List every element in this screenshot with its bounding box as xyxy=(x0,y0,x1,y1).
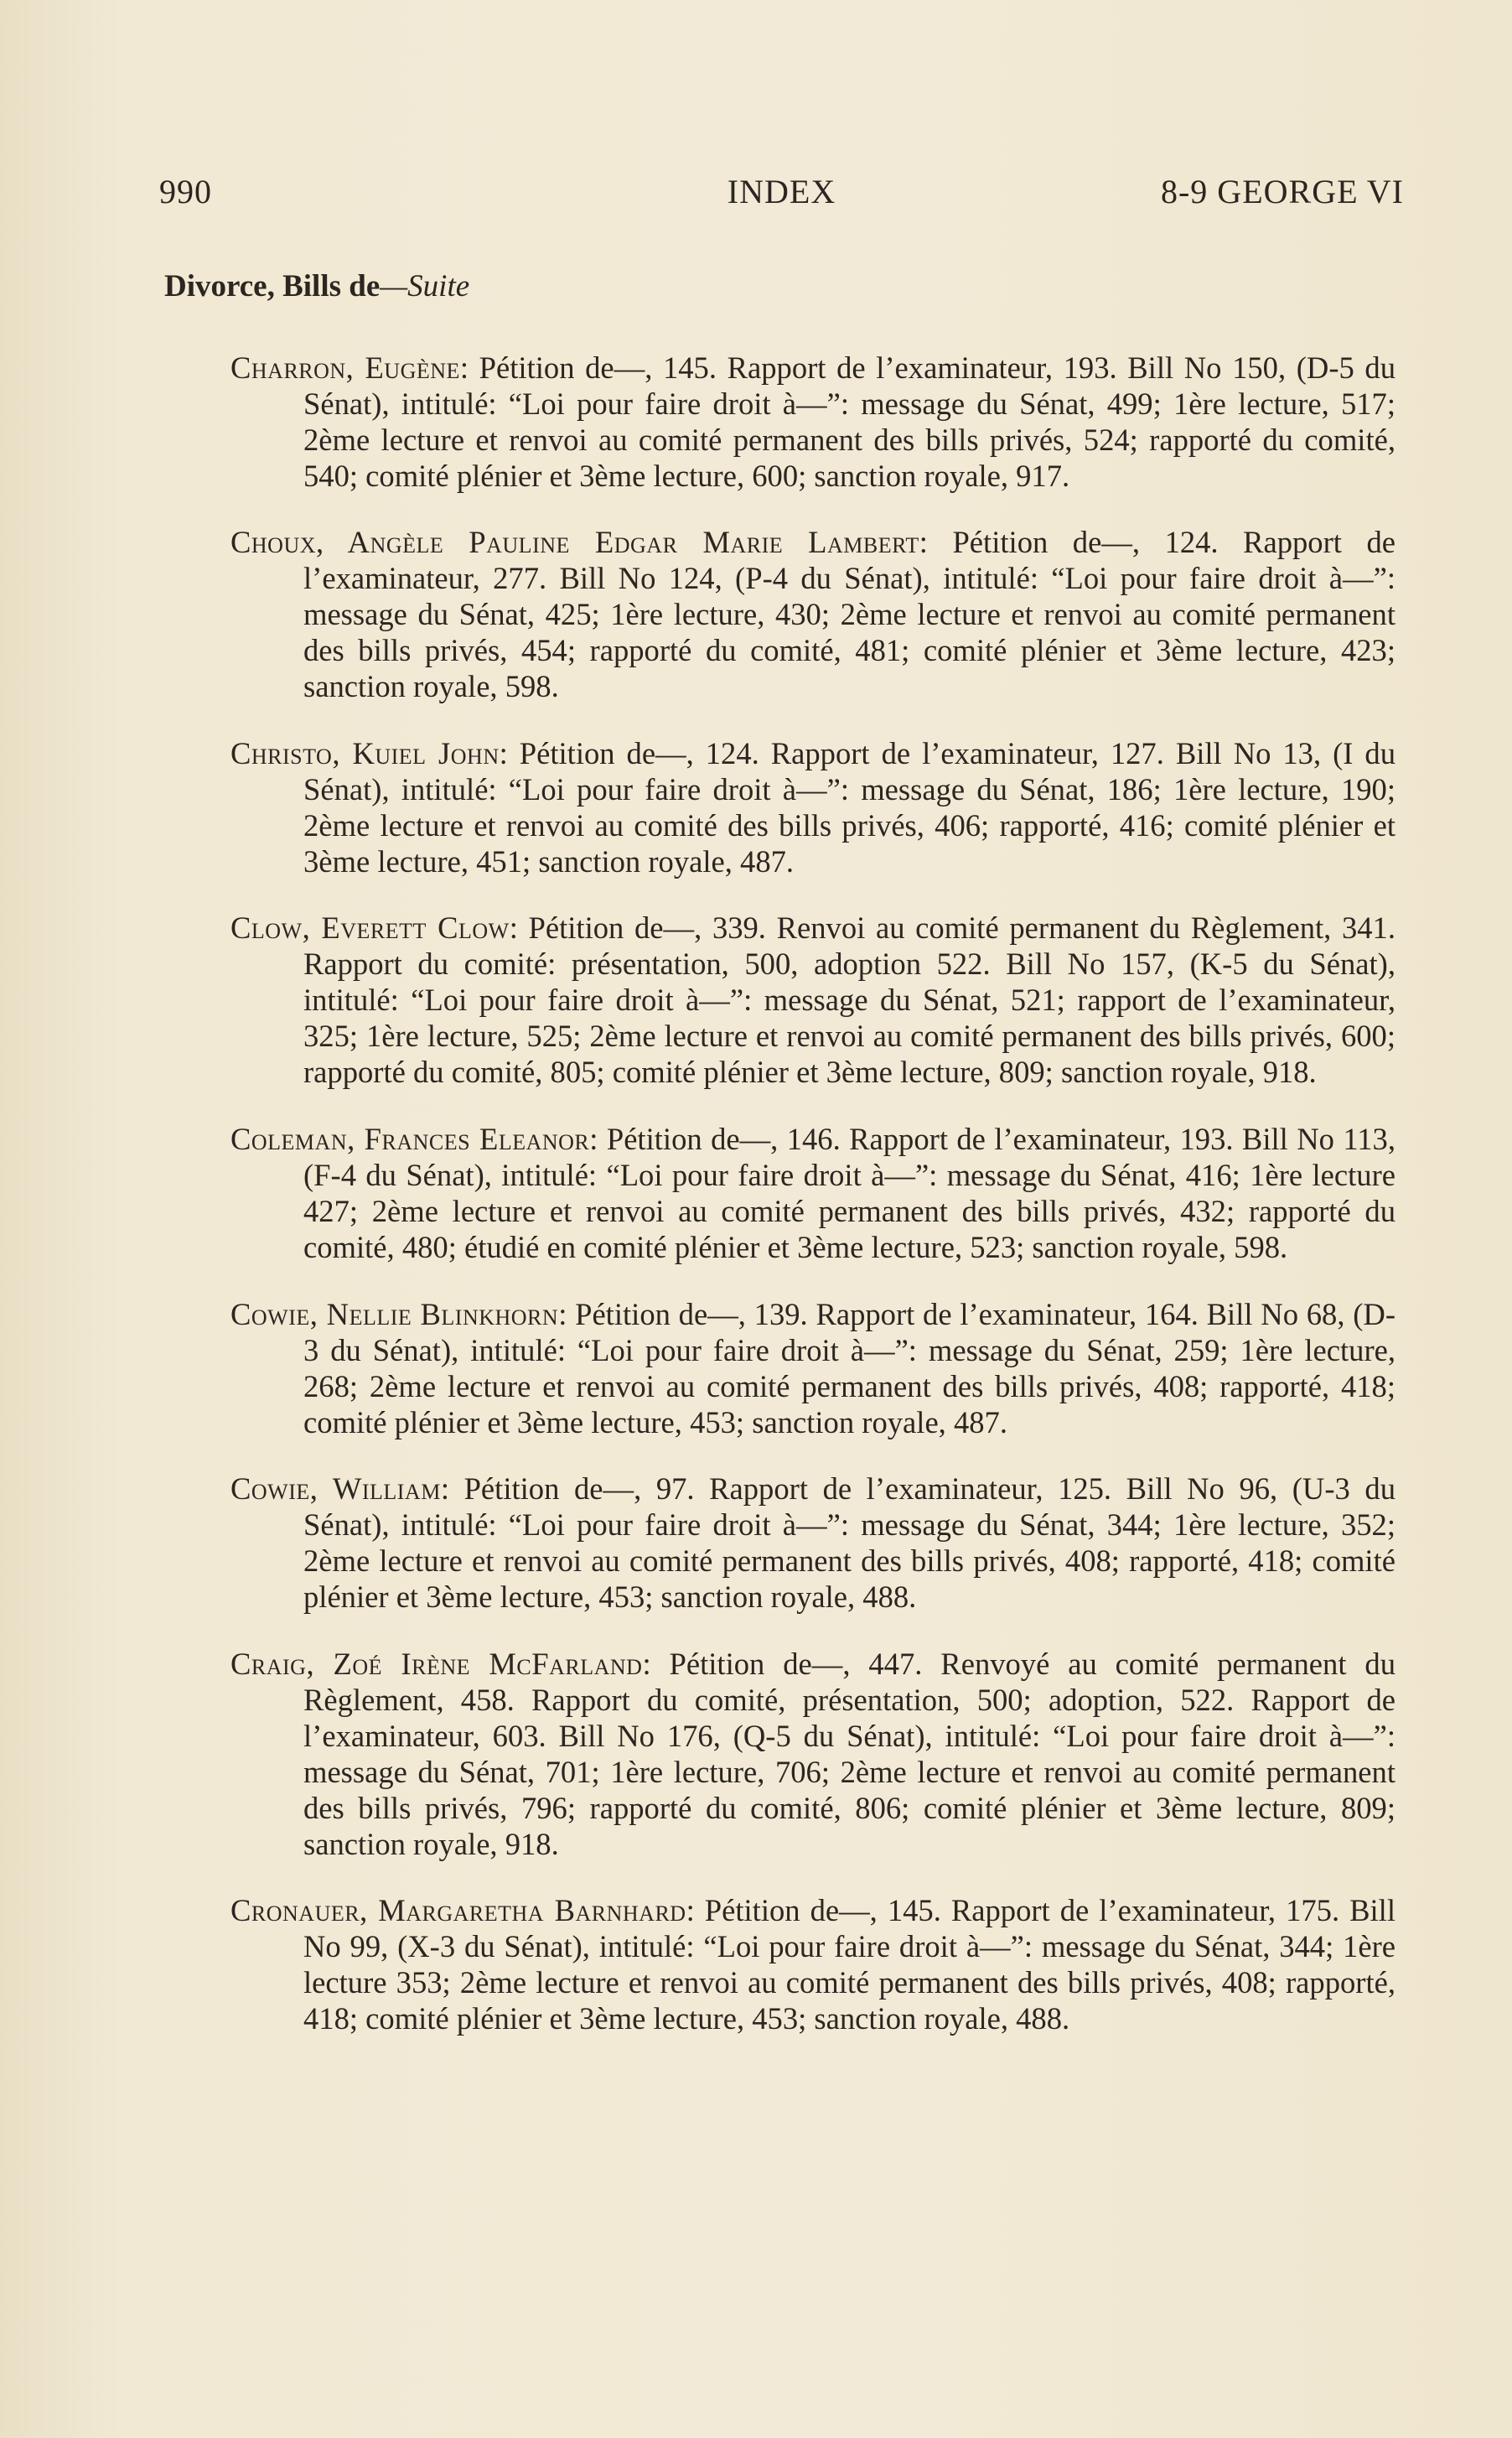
running-head-title: INDEX xyxy=(727,173,836,210)
entry-text: : Pétition de—, 339. Renvoi au comité permanent du Règlement, 341. Rapport du comité: présentation, 500, adoption 522. Bill No 157, (K-5 du Sénat), intitulé: “Loi pour faire droit à—”: message du Sénat, 521; rapport de l’examinateur, 325; 1ère lecture, 525; 2ème lecture et renvoi au comité permanent des bills privés, 600; rapporté du comité, 805; comité plénier et 3ème lecture, 809; sanction royale, 918. xyxy=(303,910,1395,1090)
index-entries xyxy=(230,319,1395,2057)
index-entry xyxy=(230,1296,1395,1440)
entry-name: Christo, Kuiel John xyxy=(230,735,500,770)
entry-name: Coleman, Frances Eleanor xyxy=(230,1121,590,1156)
entry-name: Cowie, William xyxy=(230,1471,441,1507)
running-head xyxy=(159,172,1404,214)
page-number: 990 xyxy=(159,173,212,210)
entry-text: : Pétition de—, 97. Rapport de l’examinateur, 125. Bill No 96, (U-3 du Sénat), intitulé: “Loi pour faire droit à—”: message du Sénat, 344; 1ère lecture, 352; 2ème lecture et renvoi au comité permanent des bills privés, 408; rapporté, 418; comité plénier et 3ème lecture, 453; sanction royale, 488. xyxy=(303,1471,1395,1615)
entry-text: : Pétition de—, 124. Rapport de l’examinateur, 127. Bill No 13, (I du Sénat), intitulé: “Loi pour faire droit à—”: message du Sénat, 186; 1ère lecture, 190; 2ème lecture et renvoi au comité des bills privés, 406; rapporté, 416; comité plénier et 3ème lecture, 451; sanction royale, 487. xyxy=(303,735,1395,879)
entry-text: : Pétition de—, 124. Rapport de l’examinateur, 277. Bill No 124, (P-4 du Sénat), intitulé: “Loi pour faire droit à—”: message du Sénat, 425; 1ère lecture, 430; 2ème lecture et renvoi au comité permanent des bills privés, 454; rapporté du comité, 481; comité plénier et 3ème lecture, 423; sanction royale, 598. xyxy=(303,525,1395,704)
running-head-session: 8-9 GEORGE VI xyxy=(1160,173,1404,210)
entry-text: : Pétition de—, 146. Rapport de l’examinateur, 193. Bill No 113, (F-4 du Sénat), intitulé: “Loi pour faire droit à—”: message du Sénat, 416; 1ère lecture 427; 2ème lecture et renvoi au comité permanent des bills privés, 432; rapporté du comité, 480; étudié en comité plénier et 3ème lecture, 523; sanction royale, 598. xyxy=(303,1121,1395,1264)
entry-text: : Pétition de—, 139. Rapport de l’examinateur, 164. Bill No 68, (D-3 du Sénat), intitulé: “Loi pour faire droit à—”: message du Sénat, 259; 1ère lecture, 268; 2ème lecture et renvoi au comité permanent des bills privés, 408; rapporté, 418; comité plénier et 3ème lecture, 453; sanction royale, 487. xyxy=(303,1296,1396,1439)
index-entry xyxy=(230,910,1395,1090)
index-entry xyxy=(230,1121,1395,1265)
index-entry xyxy=(230,1471,1395,1615)
section-heading-title: Divorce, Bills de xyxy=(164,269,381,303)
entry-text: : Pétition de—, 145. Rapport de l’examinateur, 175. Bill No 99, (X-3 du Sénat), intitulé: “Loi pour faire droit à—”: message du Sénat, 344; 1ère lecture 353; 2ème lecture et renvoi au comité permanent des bills privés, 408; rapporté, 418; comité plénier et 3ème lecture, 453; sanction royale, 488. xyxy=(303,1893,1396,2036)
index-entry xyxy=(230,1646,1395,1862)
entry-name: Choux, Angèle Pauline Edgar Marie Lambert xyxy=(230,525,919,560)
index-entry xyxy=(230,524,1395,704)
entry-text: : Pétition de—, 447. Renvoyé au comité permanent du Règlement, 458. Rapport du comité, présentation, 500; adoption, 522. Rapport de l’examinateur, 603. Bill No 176, (Q-5 du Sénat), intitulé: “Loi pour faire droit à—”: message du Sénat, 701; 1ère lecture, 706; 2ème lecture et renvoi au comité permanent des bills privés, 796; rapporté du comité, 806; comité plénier et 3ème lecture, 809; sanction royale, 918. xyxy=(303,1646,1395,1861)
section-heading xyxy=(164,268,469,304)
entry-name: Charron, Eugène xyxy=(230,350,460,385)
section-heading-continued: —Suite xyxy=(380,269,470,303)
entry-name: Craig, Zoé Irène McFarland xyxy=(230,1646,643,1681)
index-entry xyxy=(230,1892,1395,2036)
entry-name: Clow, Everett Clow xyxy=(230,910,510,946)
index-entry xyxy=(230,735,1395,879)
index-entry xyxy=(230,350,1395,494)
entry-name: Cronauer, Margaretha Barnhard xyxy=(230,1893,686,1928)
entry-text: : Pétition de—, 145. Rapport de l’examinateur, 193. Bill No 150, (D-5 du Sénat), intitulé: “Loi pour faire droit à—”: message du Sénat, 499; 1ère lecture, 517; 2ème lecture et renvoi au comité permanent des bills privés, 524; rapporté du comité, 540; comité plénier et 3ème lecture, 600; sanction royale, 917. xyxy=(303,350,1395,493)
entry-name: Cowie, Nellie Blinkhorn xyxy=(230,1296,559,1331)
